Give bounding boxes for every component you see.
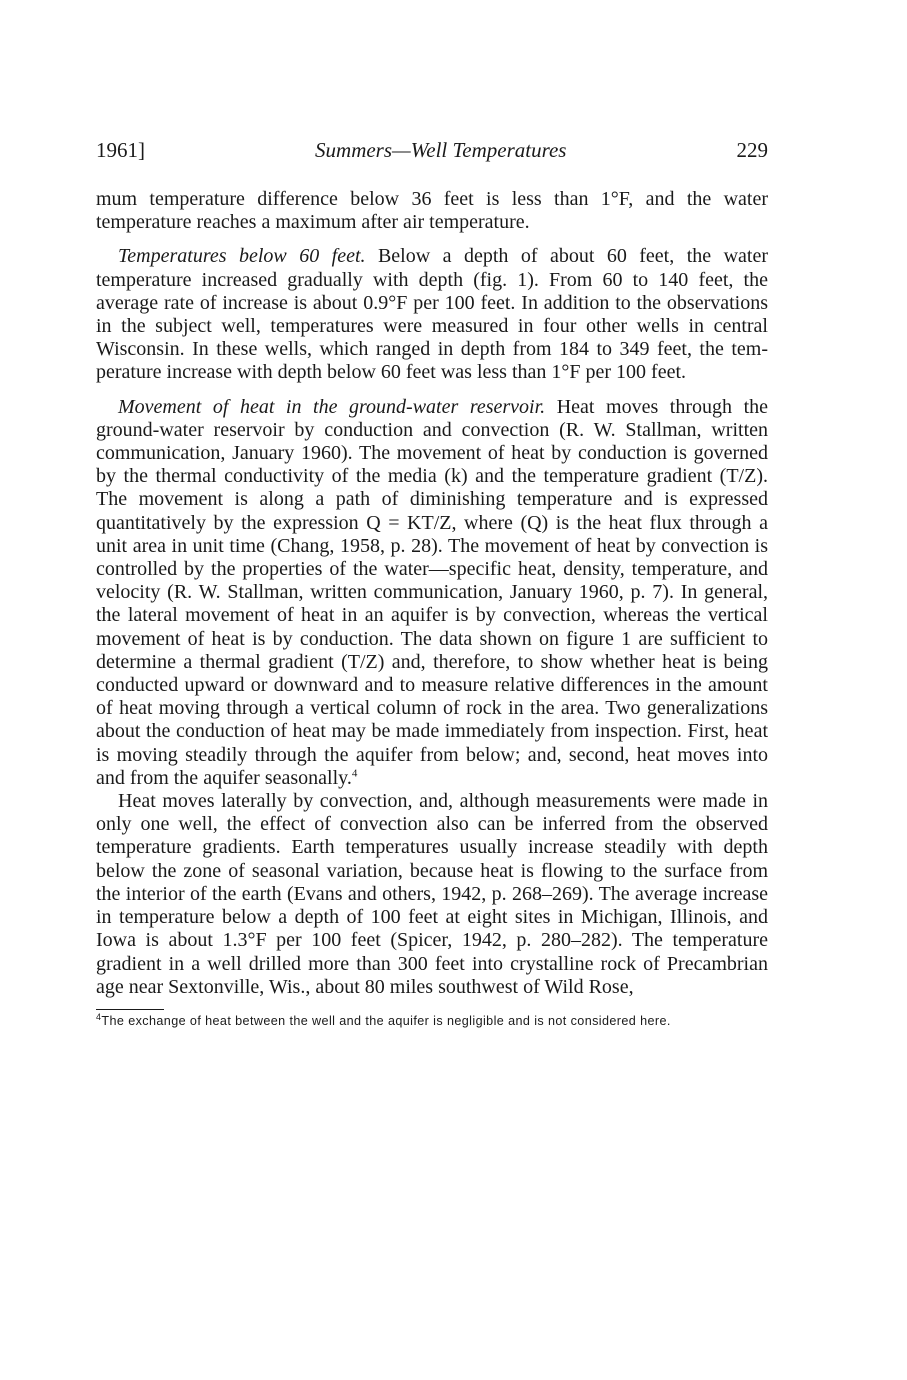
page-number: 229 bbox=[736, 138, 768, 162]
paragraph-temperatures-below-60 bbox=[96, 245, 768, 384]
footnote-marker: 4 bbox=[96, 1011, 102, 1022]
paragraph-text: mum temperature difference below 36 feet is less than 1°F, and the water temperature reaches a maximum after air temperature. bbox=[96, 188, 768, 234]
footnote-reference[interactable]: 4 bbox=[351, 767, 358, 780]
footnote-divider bbox=[96, 1009, 164, 1010]
footnote bbox=[96, 1011, 768, 1029]
paragraph-continued bbox=[96, 188, 768, 234]
section-heading-movement: Movement of heat in the ground-water reservoir. bbox=[118, 395, 546, 418]
paragraph-movement-of-heat bbox=[96, 396, 768, 790]
paragraph-text: Heat moves laterally by convection, and, although measurements were made in only one well, the effect of convection also can be inferred from the observed temperature gradients. Earth temperatures usually increase steadily with depth below the zone of seasonal variation, because heat is flowing to the surface from the interior of the earth (Evans and others, 1942, p. 268–269). The average increase in temperature below a depth of 100 feet at eight sites in Michigan, Illinois, and Iowa is about 1.3°F per 100 feet (Spicer, 1942, p. 280–282). The temperature gradient in a well drilled more than 300 feet into crystalline rock of Precambrian age near Sextonville, Wis., about 80 miles southwest of Wild Rose, bbox=[96, 790, 768, 998]
page bbox=[96, 138, 768, 1029]
body-text bbox=[96, 188, 768, 999]
footnote-text: The exchange of heat between the well and the aquifer is negligible and is not considered here. bbox=[101, 1013, 671, 1028]
paragraph-text: Below a depth of about 60 feet, the water temperature increased gradually with depth (fig. 1). From 60 to 140 feet, the average rate of increase is about 0.9°F per 100 feet. In addition to the observations in the subject well, temperatures were measured in four other wells in central Wisconsin. In these wells, which ranged in depth from 184 to 349 feet, the temperature increase with depth below 60 feet was less than 1°F per 100 feet. bbox=[96, 245, 768, 384]
header-year: 1961] bbox=[96, 138, 145, 162]
section-heading-temperatures: Temperatures below 60 feet. bbox=[118, 245, 366, 268]
running-head bbox=[96, 138, 768, 174]
paragraph-convection bbox=[96, 790, 768, 999]
header-title: Summers—Well Temperatures bbox=[315, 138, 567, 162]
paragraph-text: Heat moves through the ground-water reservoir by conduction and convection (R. W. Stallman, written communication, January 1960). The movement of heat by conduction is governed by the thermal conductivity of the media (k) and the temperature gradient (T/Z). The movement is along a path of diminishing temperature and is expressed quantitatively by the expression Q = KT/Z, where (Q) is the heat flux through a unit area in unit time (Chang, 1958, p. 28). The movement of heat by convection is controlled by the properties of the water—specific heat, density, temperature, and velocity (R. W. Stallman, written communication, January 1960, p. 7). In general, the lateral movement of heat in an aquifer is by convection, whereas the vertical movement of heat is by conduction. The data shown on figure 1 are sufficient to determine a thermal gradient (T/Z) and, therefore, to show whether heat is being conducted upward or downward and to measure relative differences in the amount of heat moving through a vertical column of rock in the area. Two generalizations about the conduction of heat may be made immediately from inspection. First, heat is moving steadily through the aquifer from below; and, second, heat moves into and from the aquifer seasonally. bbox=[96, 395, 769, 789]
